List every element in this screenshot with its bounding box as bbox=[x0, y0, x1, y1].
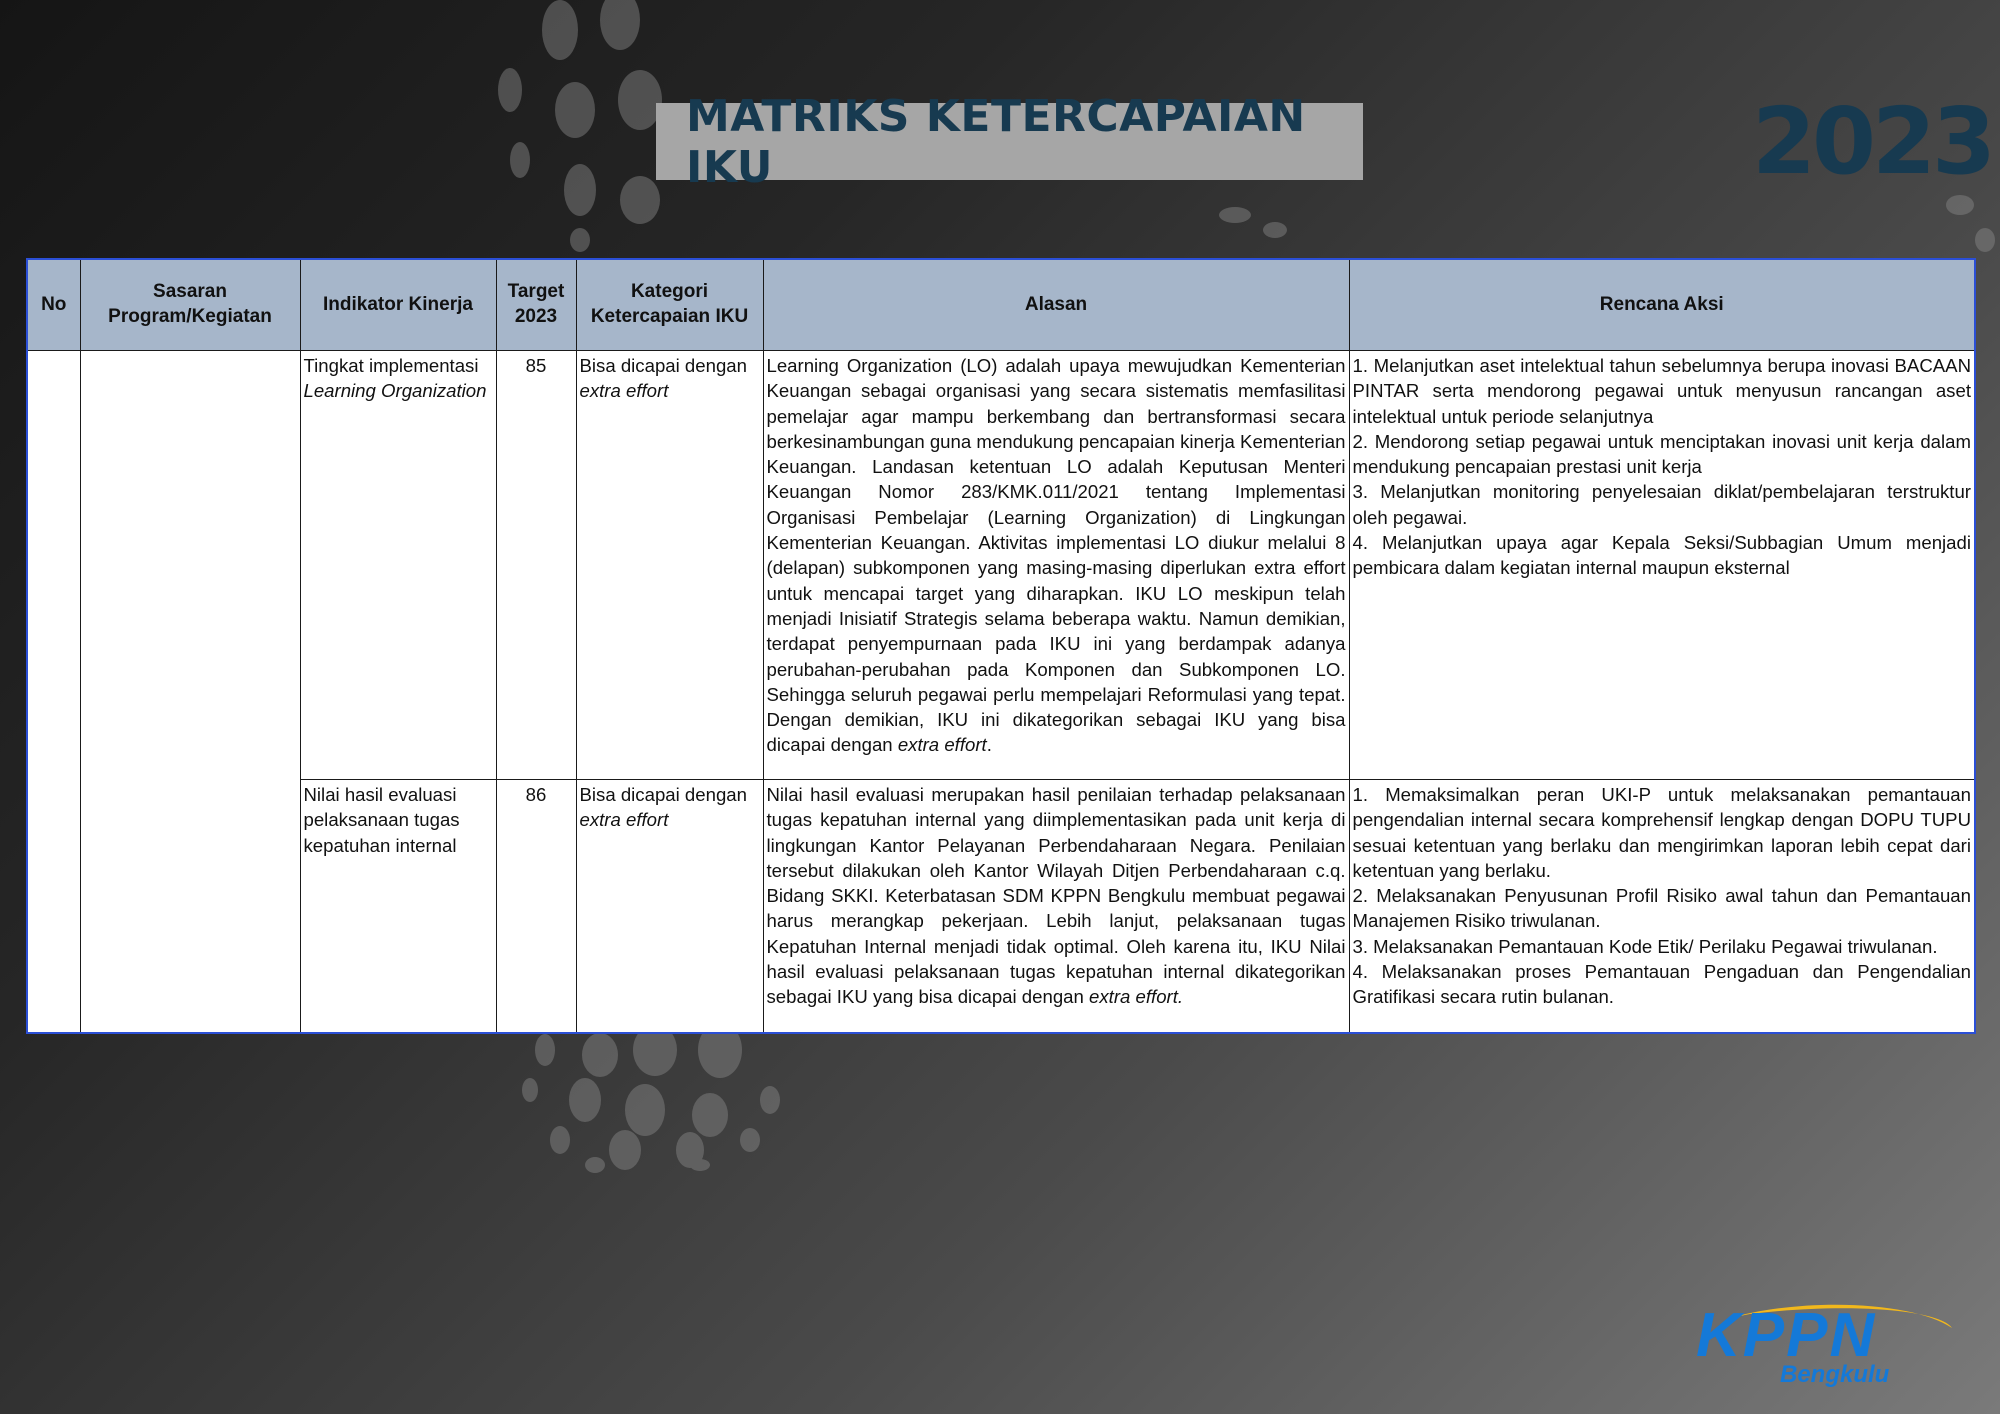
column-header-indikator: Indikator Kinerja bbox=[300, 259, 496, 351]
year-label: 2023 bbox=[1752, 88, 1993, 195]
kategori-text: Bisa dicapai dengan bbox=[579, 784, 747, 805]
kppn-bengkulu-logo bbox=[1690, 1300, 1960, 1390]
alasan-text: Nilai hasil evaluasi merupakan hasil penilaian terhadap pelaksanaan tugas kepatuhan internal yang diimplementasikan pada unit kerja di lingkungan Kantor Pelayanan Perbendaharaan Negara. Penilaian tersebut dilakukan oleh Kantor Wilayah Ditjen Perbendaharaan c.q. Bidang SKKI. Keterbatasan SDM KPPN Bengkulu membuat pegawai harus merangkap pekerjaan. Lebih lanjut, pelaksanaan tugas Kepatuhan Internal menjadi tidak optimal. Oleh karena itu, IKU Nilai hasil evaluasi pelaksanaan tugas kepatuhan internal dikategorikan sebagai IKU yang bisa dicapai dengan bbox=[766, 784, 1346, 1008]
rencana-item: 4. Melanjutkan upaya agar Kepala Seksi/Subbagian Umum menjadi pembicara dalam kegiatan internal maupun eksternal bbox=[1352, 532, 1971, 579]
cell-alasan bbox=[763, 780, 1349, 1033]
alasan-italic-text: extra effort. bbox=[1089, 986, 1184, 1008]
kategori-italic-text: extra effort bbox=[579, 380, 669, 402]
rencana-item: 1. Melanjutkan aset intelektual tahun sebelumnya berupa inovasi BACAAN PINTAR serta mendorong pegawai untuk menyusun rancangan aset intelektual untuk periode selanjutnya bbox=[1352, 355, 1971, 427]
column-header-kategori: Kategori Ketercapaian IKU bbox=[576, 259, 763, 351]
cell-kategori bbox=[576, 351, 763, 780]
kategori-text: Bisa dicapai dengan bbox=[579, 355, 747, 376]
alasan-end-text: . bbox=[986, 734, 992, 756]
rencana-item: 3. Melanjutkan monitoring penyelesaian diklat/pembelajaran terstruktur oleh pegawai. bbox=[1352, 481, 1971, 528]
title-banner bbox=[656, 90, 1363, 193]
rencana-item: 4. Melaksanakan proses Pemantauan Pengaduan dan Pengendalian Gratifikasi secara rutin bulanan. bbox=[1352, 961, 1971, 1008]
column-header-target: Target 2023 bbox=[496, 259, 576, 351]
rencana-item: 2. Mendorong setiap pegawai untuk menciptakan inovasi unit kerja dalam mendukung pencapaian prestasi unit kerja bbox=[1352, 430, 1971, 478]
cell-sasaran bbox=[80, 351, 300, 1033]
rencana-item: 3. Melaksanakan Pemantauan Kode Etik/ Perilaku Pegawai triwulanan. bbox=[1352, 935, 1938, 957]
rencana-item: 2. Melaksanakan Penyusunan Profil Risiko awal tahun dan Pemantauan Manajemen Risiko triwulanan. bbox=[1352, 885, 1971, 932]
page-title: MATRIKS KETERCAPAIAN IKU bbox=[686, 90, 1306, 193]
alasan-text: Learning Organization (LO) adalah upaya mewujudkan Kementerian Keuangan sebagai organisasi yang secara sistematis memfasilitasi pemelajar agar mampu berkembang dan bertransformasi secara berkesinambungan guna mendukung pencapaian kinerja Kementerian Keuangan. Landasan ketentuan LO adalah Keputusan Menteri Keuangan Nomor 283/KMK.011/2021 tentang Implementasi Organisasi Pembelajar (Learning Organization) di Lingkungan Kementerian Keuangan. Aktivitas implementasi LO diukur melalui 8 (delapan) subkomponen yang masing-masing diperlukan extra effort untuk mencapai target yang diharapkan. IKU LO meskipun telah menjadi Inisiatif Strategis selama beberapa waktu. Namun demikian, terdapat penyempurnaan pada IKU ini yang berdampak adanya perubahan-perubahan pada Komponen dan Subkomponen LO. Sehingga seluruh pegawai perlu mempelajari Reformulasi yang tepat. Dengan demikian, IKU ini dikategorikan sebagai IKU yang bisa dicapai dengan bbox=[766, 355, 1346, 756]
cell-no bbox=[27, 351, 80, 1033]
kategori-italic-text: extra effort bbox=[579, 809, 669, 831]
cell-target: 86 bbox=[496, 780, 576, 1033]
iku-matrix-table-container bbox=[26, 258, 1974, 1034]
table-header-row bbox=[27, 259, 1975, 351]
column-header-rencana-aksi: Rencana Aksi bbox=[1349, 259, 1975, 351]
table-row bbox=[27, 351, 1975, 780]
logo-sub-text: Bengkulu bbox=[1780, 1361, 1890, 1388]
rencana-item: 1. Memaksimalkan peran UKI-P untuk melaksanakan pemantauan pengendalian internal secara komprehensif lengkap dengan DOPU TUPU sesuai ketentuan yang berlaku dan mengirimkan laporan lebih cepat dari ketentuan yang berlaku. bbox=[1352, 784, 1971, 881]
cell-indikator bbox=[300, 351, 496, 780]
indikator-text: Tingkat implementasi bbox=[303, 355, 479, 376]
cell-kategori bbox=[576, 780, 763, 1033]
cell-target: 85 bbox=[496, 351, 576, 780]
logo-name-text: KPPN bbox=[1696, 1301, 1877, 1370]
column-header-sasaran: Sasaran Program/Kegiatan bbox=[80, 259, 300, 351]
column-header-alasan: Alasan bbox=[763, 259, 1349, 351]
column-header-no: No bbox=[27, 259, 80, 351]
indikator-italic-text: Learning Organization bbox=[303, 380, 487, 402]
cell-alasan bbox=[763, 351, 1349, 780]
table-row bbox=[27, 780, 1975, 1033]
cell-rencana-aksi bbox=[1349, 351, 1975, 780]
cell-rencana-aksi bbox=[1349, 780, 1975, 1033]
cell-indikator: Nilai hasil evaluasi pelaksanaan tugas kepatuhan internal bbox=[300, 780, 496, 1033]
iku-matrix-table bbox=[26, 258, 1976, 1034]
alasan-italic-text: extra effort bbox=[897, 734, 987, 756]
